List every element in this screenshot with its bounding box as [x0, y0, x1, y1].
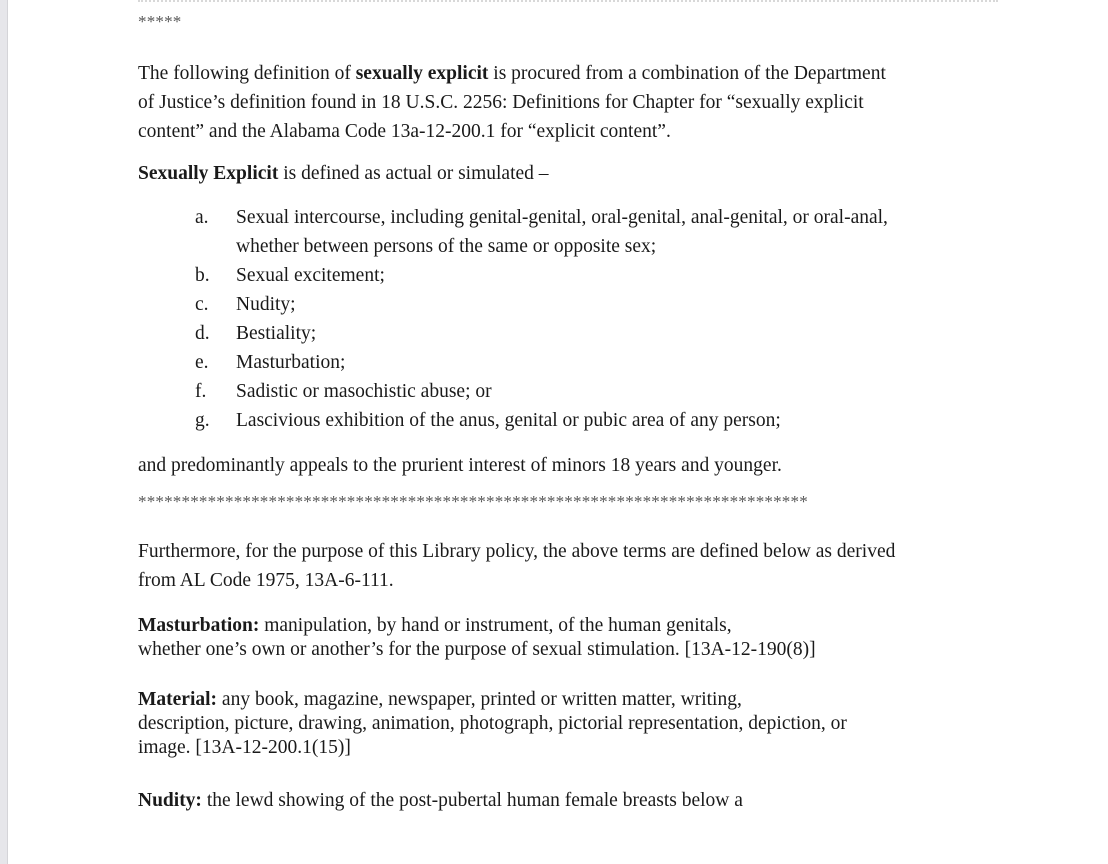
list-item-continuation: whether between persons of the same or opposite sex;	[236, 236, 657, 257]
material-def-line-2: description, picture, drawing, animation, photograph, pictorial representation, depiction, or	[138, 713, 847, 734]
separator-stars: *****************************************************************************	[138, 492, 808, 511]
top-stars: *****	[138, 12, 182, 31]
intro-line-2: of Justice’s definition found in 18 U.S.C. 2256: Definitions for Chapter for “sexually explicit	[138, 92, 864, 113]
nudity-def-line-1	[138, 786, 743, 815]
list-text: Bestiality;	[236, 323, 317, 344]
list-text: Nudity;	[236, 294, 296, 315]
list-marker: b.	[195, 265, 210, 286]
list-item	[195, 406, 781, 435]
list-text: Sexual intercourse, including genital-genital, oral-genital, anal-genital, or oral-anal,	[236, 207, 888, 228]
list-item	[195, 319, 316, 348]
list-item	[195, 377, 492, 406]
list-marker: d.	[195, 323, 210, 344]
list-item	[195, 290, 296, 319]
further-line-2: from AL Code 1975, 13A-6-111.	[138, 570, 394, 591]
window-edge	[0, 0, 8, 864]
term-bold: Nudity:	[138, 790, 202, 811]
intro-line-3: content” and the Alabama Code 13a-12-200.1 for “explicit content”.	[138, 121, 671, 142]
list-marker: g.	[195, 410, 210, 431]
list-text: Lascivious exhibition of the anus, genital or pubic area of any person;	[236, 410, 781, 431]
text: any book, magazine, newspaper, printed or written matter, writing,	[217, 689, 742, 710]
text: is defined as actual or simulated –	[278, 163, 549, 184]
list-marker: e.	[195, 352, 209, 373]
term-bold: Material:	[138, 689, 218, 710]
appeals-line: and predominantly appeals to the prurient interest of minors 18 years and younger.	[138, 455, 782, 476]
further-line-1: Furthermore, for the purpose of this Library policy, the above terms are defined below as derived	[138, 541, 896, 562]
term-bold: sexually explicit	[355, 63, 489, 84]
page-top-border	[138, 0, 998, 5]
term-bold: Sexually Explicit	[138, 163, 279, 184]
text: is procured from a combination of the Department	[488, 63, 886, 84]
text: the lewd showing of the post-pubertal human female breasts below a	[201, 790, 743, 811]
list-marker: c.	[195, 294, 209, 315]
list-item	[195, 261, 385, 290]
text: manipulation, by hand or instrument, of the human genitals,	[259, 615, 732, 636]
list-text: Sexual excitement;	[236, 265, 385, 286]
list-marker: f.	[195, 381, 207, 402]
list-text: Sadistic or masochistic abuse; or	[236, 381, 492, 402]
list-marker: a.	[195, 207, 209, 228]
masturbation-def-line-2: whether one’s own or another’s for the purpose of sexual stimulation. [13A-12-190(8)]	[138, 639, 816, 660]
list-item	[195, 203, 888, 232]
intro-line-1	[138, 59, 886, 88]
list-text: Masturbation;	[236, 352, 346, 373]
list-item	[195, 348, 345, 377]
definition-heading	[138, 159, 549, 188]
material-def-line-3: image. [13A-12-200.1(15)]	[138, 737, 351, 758]
text: The following definition of	[138, 63, 356, 84]
term-bold: Masturbation:	[138, 615, 260, 636]
